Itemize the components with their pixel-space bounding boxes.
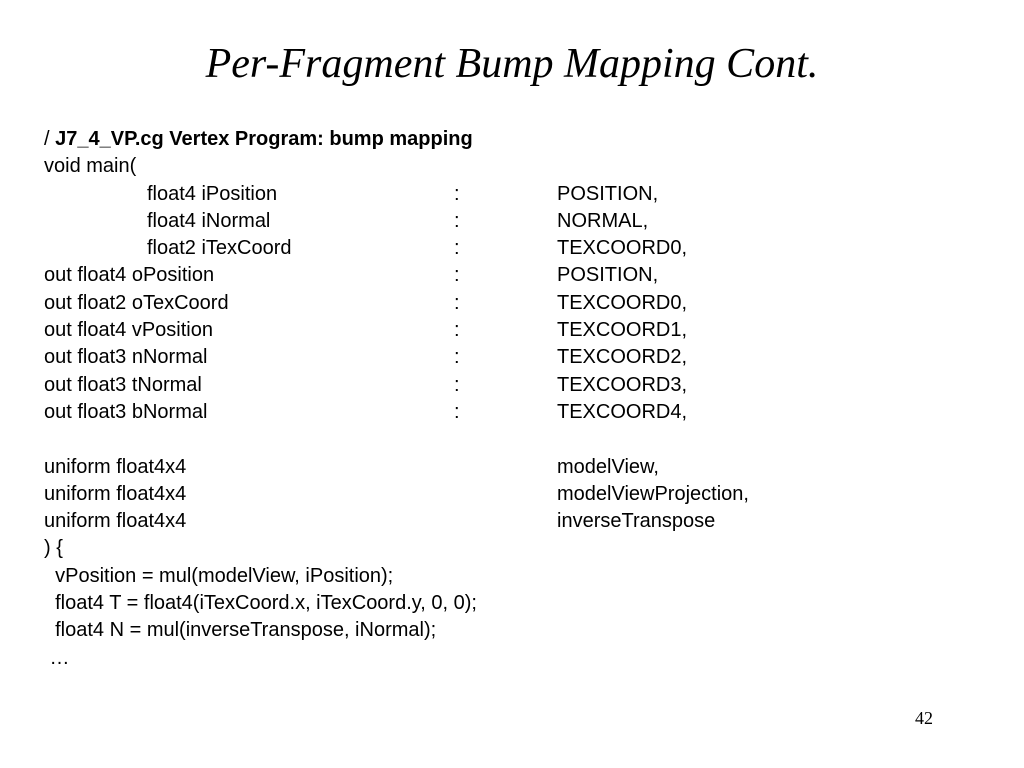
blank-line: [44, 426, 1004, 453]
param-line: [44, 399, 1004, 426]
body-code: vPosition = mul(modelView, iPosition);: [44, 564, 394, 587]
param-decl: out float3 bNormal: [44, 400, 208, 423]
param-line: [44, 317, 1004, 344]
param-decl: float2 iTexCoord: [147, 237, 292, 260]
param-line: [44, 344, 1004, 371]
body-line: [44, 590, 1004, 617]
body-line: [44, 617, 1004, 644]
code-line: [44, 153, 1004, 180]
param-decl: out float4 vPosition: [44, 319, 213, 342]
param-line: [44, 181, 1004, 208]
slide-title: Per-Fragment Bump Mapping Cont.: [205, 41, 819, 87]
uniform-name: modelView,: [557, 455, 659, 478]
uniform-decl: uniform float4x4: [44, 482, 187, 505]
code-block: [44, 126, 1004, 672]
param-separator: :: [454, 264, 460, 287]
body-line: [44, 563, 1004, 590]
uniform-line: [44, 454, 1004, 481]
body-code: float4 N = mul(inverseTranspose, iNormal);: [44, 619, 437, 642]
code-header-prefix: /: [44, 128, 56, 150]
param-semantic: NORMAL,: [557, 209, 649, 232]
param-decl: out float4 oPosition: [44, 264, 215, 287]
uniform-line: [44, 481, 1004, 508]
main-open: void main(: [44, 155, 137, 178]
param-separator: :: [454, 346, 460, 369]
param-semantic: TEXCOORD0,: [557, 291, 688, 314]
param-separator: :: [454, 182, 460, 205]
param-semantic: TEXCOORD2,: [557, 346, 688, 369]
param-decl: out float3 tNormal: [44, 373, 202, 396]
param-semantic: TEXCOORD3,: [557, 373, 688, 396]
uniform-name: modelViewProjection,: [557, 482, 749, 505]
uniform-line: [44, 508, 1004, 535]
uniform-name: inverseTranspose: [557, 510, 716, 533]
uniform-decl: uniform float4x4: [44, 510, 187, 533]
page-number: 42: [915, 708, 933, 728]
body-line: [44, 535, 1004, 562]
param-semantic: TEXCOORD1,: [557, 319, 688, 342]
body-ellipsis: …: [44, 646, 70, 669]
param-line: [44, 262, 1004, 289]
code-header: [44, 126, 473, 153]
param-decl: out float3 nNormal: [44, 346, 208, 369]
param-separator: :: [454, 319, 460, 342]
param-separator: :: [454, 373, 460, 396]
param-decl: out float2 oTexCoord: [44, 291, 229, 314]
param-line: [44, 235, 1004, 262]
param-semantic: TEXCOORD4,: [557, 400, 688, 423]
param-separator: :: [454, 209, 460, 232]
param-semantic: POSITION,: [557, 264, 659, 287]
body-code: ) {: [44, 537, 63, 560]
param-semantic: POSITION,: [557, 182, 659, 205]
param-line: [44, 208, 1004, 235]
param-separator: :: [454, 400, 460, 423]
code-header-title: J7_4_VP.cg Vertex Program: bump mapping: [55, 128, 473, 150]
param-decl: float4 iNormal: [147, 209, 271, 232]
code-header-line: [44, 126, 1004, 153]
param-separator: :: [454, 237, 460, 260]
param-line: [44, 290, 1004, 317]
param-line: [44, 372, 1004, 399]
param-separator: :: [454, 291, 460, 314]
param-semantic: TEXCOORD0,: [557, 237, 688, 260]
body-line: [44, 645, 1004, 672]
body-code: float4 T = float4(iTexCoord.x, iTexCoord.y, 0, 0);: [44, 592, 477, 615]
uniform-decl: uniform float4x4: [44, 455, 187, 478]
param-decl: float4 iPosition: [147, 182, 278, 205]
